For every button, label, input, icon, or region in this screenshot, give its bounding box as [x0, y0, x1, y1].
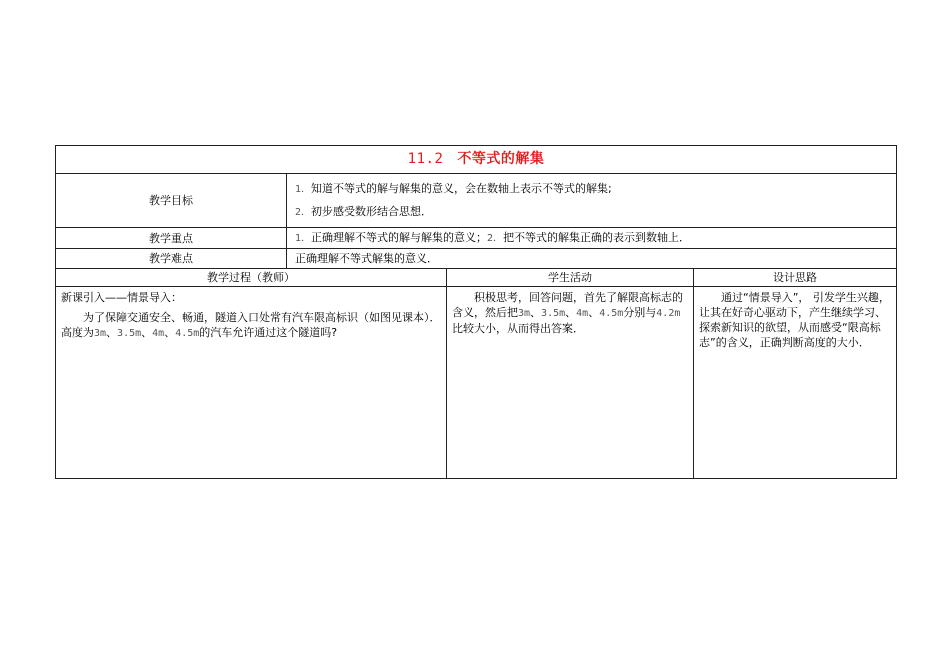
difficulty-label: 教学难点 [56, 249, 287, 269]
header-teaching-process: 教学过程（教师） [56, 269, 447, 287]
teacher-process-cell [56, 287, 447, 479]
design-paragraph: 通过“情景导入”， 引发学生兴趣，让其在好奇心驱动下，产生继续学习、探索新知识的欲望，从而感受“限高标志”的含义，正确判断高度的大小． [699, 291, 890, 349]
student-paragraph: 积极思考，回答问题，首先了解限高标志的含义，然后把3m、3.5m、4m、4.5m分别与4.2m比较大小，从而得出答案． [452, 291, 683, 335]
objectives-label: 教学目标 [56, 174, 287, 228]
objectives-content [287, 174, 897, 228]
difficulty-content: 正确理解不等式解集的意义． [287, 249, 897, 269]
intro-paragraph: 为了保障交通安全、畅通，隧道入口处常有汽车限高标识（如图见课本）．高度为3m、3.5m、4m、4.5m的汽车允许通过这个隧道吗? [61, 311, 441, 339]
header-design-idea: 设计思路 [694, 269, 897, 287]
student-activity-cell [447, 287, 694, 479]
header-student-activity: 学生活动 [447, 269, 694, 287]
objective-item: 2．初步感受数形结合思想． [295, 205, 433, 218]
lesson-number: 11.2 [407, 151, 444, 167]
lesson-title [408, 151, 545, 167]
lesson-title-text: 不等式的解集 [457, 151, 545, 167]
key-points-label: 教学重点 [56, 228, 287, 249]
key-points-content: 1．正确理解不等式的解与解集的意义；2．把不等式的解集正确的表示到数轴上． [287, 228, 897, 249]
lesson-plan-table [55, 145, 897, 479]
title-cell [56, 146, 897, 174]
intro-heading: 新课引入——情景导入： [61, 291, 182, 304]
design-idea-cell [694, 287, 897, 479]
objective-item: 1．知道不等式的解与解集的意义，会在数轴上表示不等式的解集; [295, 182, 612, 195]
